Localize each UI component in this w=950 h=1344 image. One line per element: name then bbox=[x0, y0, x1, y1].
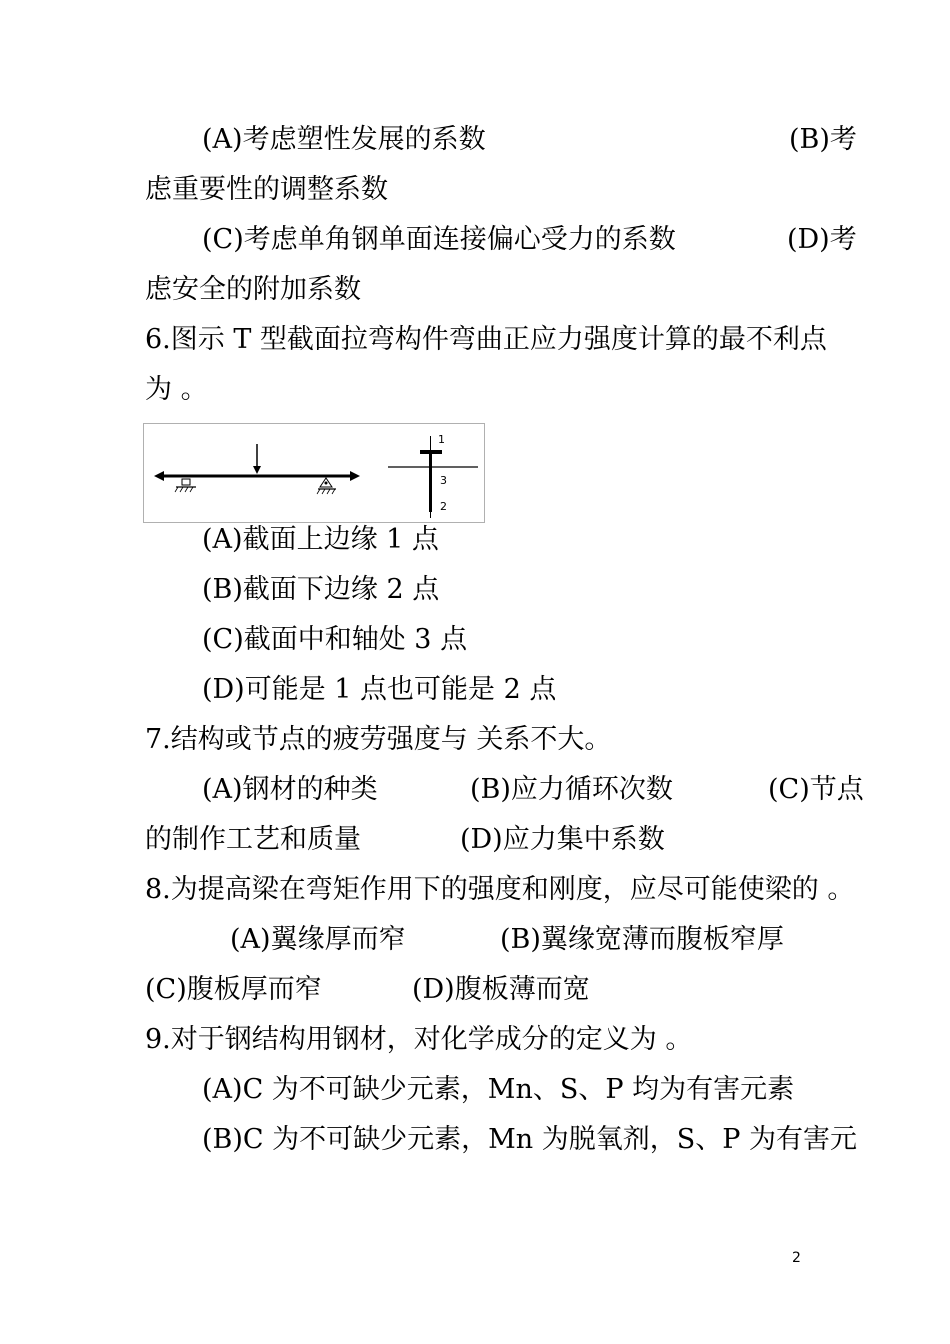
q6-stem-line1: 6.图示 T 型截面拉弯构件弯曲正应力强度计算的最不利点 bbox=[145, 324, 827, 355]
left-tension-arrow bbox=[154, 471, 164, 481]
q6-option-c: (C)截面中和轴处 3 点 bbox=[202, 624, 468, 655]
q9-stem: 9.对于钢结构用钢材，对化学成分的定义为 。 bbox=[145, 1024, 693, 1055]
q7-stem: 7.结构或节点的疲劳强度与 关系不大。 bbox=[145, 724, 612, 755]
q6-stem-line2: 为 。 bbox=[145, 374, 208, 405]
q6-figure bbox=[143, 423, 485, 523]
left-support bbox=[175, 479, 196, 492]
point-3-label: 3 bbox=[440, 474, 447, 487]
page-number: 2 bbox=[792, 1250, 801, 1266]
q8-option-a: (A)翼缘厚而窄 bbox=[230, 924, 406, 955]
q7-option-a: (A)钢材的种类 bbox=[202, 774, 378, 805]
q5-option-d-start: (D)考 bbox=[787, 224, 857, 255]
q6-option-b: (B)截面下边缘 2 点 bbox=[202, 574, 440, 605]
q7-option-c-start: (C)节点 bbox=[768, 774, 864, 805]
q5-option-b-start: (B)考 bbox=[789, 124, 857, 155]
q5-option-b-end: 虑重要性的调整系数 bbox=[145, 174, 388, 205]
q7-option-c-end: 的制作工艺和质量 bbox=[145, 824, 361, 855]
q6-option-a: (A)截面上边缘 1 点 bbox=[202, 524, 439, 555]
beam-elevation bbox=[154, 444, 360, 494]
q5-option-c: (C)考虑单角钢单面连接偏心受力的系数 bbox=[202, 224, 676, 255]
q7-option-b: (B)应力循环次数 bbox=[470, 774, 673, 805]
point-load-arrow bbox=[253, 466, 261, 474]
point-1-label: 1 bbox=[438, 433, 445, 446]
q5-option-a: (A)考虑塑性发展的系数 bbox=[202, 124, 486, 155]
q9-option-b: (B)C 为不可缺少元素，Mn 为脱氧剂，S、P 为有害元 bbox=[202, 1124, 858, 1155]
point-2-label: 2 bbox=[440, 500, 447, 513]
right-tension-arrow bbox=[350, 471, 360, 481]
q8-option-d: (D)腹板薄而宽 bbox=[412, 974, 590, 1005]
q8-stem: 8.为提高梁在弯矩作用下的强度和刚度，应尽可能使梁的 。 bbox=[145, 874, 855, 905]
q6-option-d: (D)可能是 1 点也可能是 2 点 bbox=[202, 674, 557, 705]
beam-section-diagram bbox=[144, 424, 484, 522]
q8-option-b: (B)翼缘宽薄而腹板窄厚 bbox=[500, 924, 784, 955]
right-support bbox=[317, 478, 336, 494]
q9-option-a: (A)C 为不可缺少元素，Mn、S、P 均为有害元素 bbox=[202, 1074, 795, 1105]
t-section bbox=[388, 433, 478, 518]
q8-option-c: (C)腹板厚而窄 bbox=[145, 974, 322, 1005]
q5-option-d-end: 虑安全的附加系数 bbox=[145, 274, 361, 305]
q7-option-d: (D)应力集中系数 bbox=[460, 824, 665, 855]
